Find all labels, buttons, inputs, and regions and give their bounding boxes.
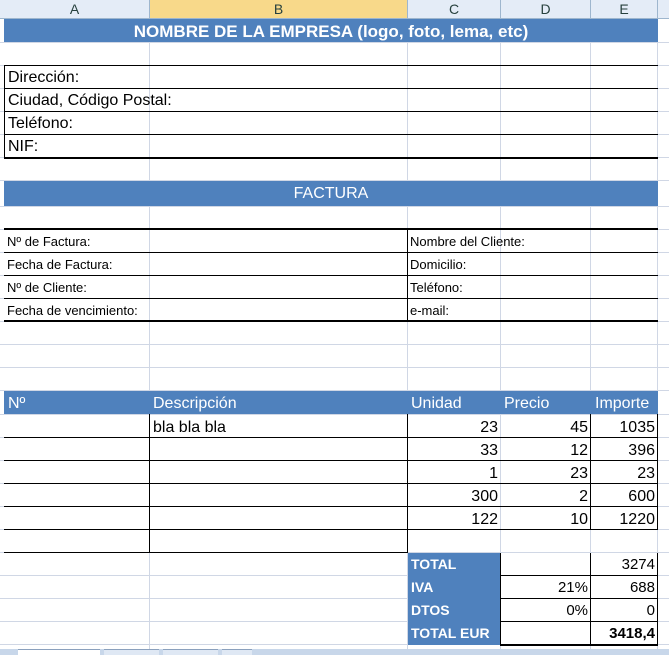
client-number-label[interactable]: Nº de Cliente: xyxy=(7,280,87,295)
info-line-sep xyxy=(4,275,658,276)
items-row-border xyxy=(4,552,408,553)
column-header-e[interactable]: E xyxy=(591,0,658,19)
items-header-band xyxy=(4,391,658,414)
row-importe[interactable]: 23 xyxy=(637,465,655,482)
iva-pct[interactable]: 21% xyxy=(557,579,588,596)
total-eur-value[interactable]: 3418,4 xyxy=(609,625,655,642)
iva-label[interactable]: IVA xyxy=(411,579,434,595)
client-phone-label[interactable]: Teléfono: xyxy=(410,280,463,295)
info-line-sep xyxy=(4,252,658,253)
column-header-d[interactable]: D xyxy=(501,0,591,19)
totals-row-border xyxy=(500,644,658,646)
items-col-border xyxy=(590,414,591,529)
items-row-border xyxy=(4,529,658,530)
company-title[interactable]: NOMBRE DE LA EMPRESA (logo, foto, lema, etc) xyxy=(133,22,529,41)
header-importe[interactable]: Importe xyxy=(595,395,650,412)
items-row-border xyxy=(4,506,658,507)
due-date-label[interactable]: Fecha de vencimiento: xyxy=(7,303,138,318)
header-num[interactable]: Nº xyxy=(8,395,26,412)
sheet-tab-active[interactable] xyxy=(18,649,100,655)
header-precio[interactable]: Precio xyxy=(504,395,550,412)
totals-border xyxy=(657,553,658,645)
address-border-top xyxy=(4,65,658,66)
client-address-label[interactable]: Domicilio: xyxy=(410,257,467,272)
invoice-number-label[interactable]: Nº de Factura: xyxy=(7,234,91,249)
totals-border xyxy=(500,553,501,645)
row-unidad[interactable]: 33 xyxy=(480,442,498,459)
dtos-pct[interactable]: 0% xyxy=(566,602,588,619)
row-unidad[interactable]: 1 xyxy=(489,465,498,482)
items-row-border xyxy=(4,437,658,438)
row-precio[interactable]: 12 xyxy=(570,442,588,459)
client-email-label[interactable]: e-mail: xyxy=(410,303,450,318)
row-unidad[interactable]: 122 xyxy=(471,511,498,528)
row-precio[interactable]: 23 xyxy=(570,465,588,482)
column-header-b[interactable]: B xyxy=(150,0,408,19)
total-eur-label[interactable]: TOTAL EUR xyxy=(411,625,490,641)
address-label[interactable]: Dirección: xyxy=(8,69,80,86)
row-precio[interactable]: 45 xyxy=(570,419,588,436)
row-importe[interactable]: 1220 xyxy=(619,511,655,528)
items-col-border xyxy=(657,414,658,529)
row-precio[interactable]: 2 xyxy=(579,488,588,505)
sheet-tab[interactable] xyxy=(163,649,218,655)
dtos-value[interactable]: 0 xyxy=(646,602,655,619)
dtos-label[interactable]: DTOS xyxy=(411,602,450,618)
totals-row-border xyxy=(500,621,658,622)
client-name-label[interactable]: Nombre del Cliente: xyxy=(410,234,525,249)
row-unidad[interactable]: 23 xyxy=(480,419,498,436)
row-description[interactable]: bla bla bla xyxy=(153,419,226,436)
info-divider xyxy=(407,229,408,322)
row-precio[interactable]: 10 xyxy=(570,511,588,528)
total-label[interactable]: TOTAL xyxy=(411,556,457,572)
sheet-tab-bar xyxy=(0,649,669,655)
totals-row-border xyxy=(500,598,658,599)
info-border-top xyxy=(4,228,658,230)
totals-row-border xyxy=(500,575,658,576)
address-line-sep xyxy=(4,88,658,89)
row-unidad[interactable]: 300 xyxy=(471,488,498,505)
row-importe[interactable]: 396 xyxy=(628,442,655,459)
phone-label[interactable]: Teléfono: xyxy=(8,115,73,132)
column-header-a[interactable]: A xyxy=(0,0,150,19)
address-border-bottom xyxy=(4,157,658,159)
address-line-sep xyxy=(4,134,658,135)
column-header-c[interactable]: C xyxy=(408,0,501,19)
address-line-sep xyxy=(4,111,658,112)
header-description[interactable]: Descripción xyxy=(153,395,237,412)
info-line-sep xyxy=(4,298,658,299)
city-label[interactable]: Ciudad, Código Postal: xyxy=(8,92,172,109)
header-unidad[interactable]: Unidad xyxy=(411,395,462,412)
invoice-date-label[interactable]: Fecha de Factura: xyxy=(7,257,113,272)
sheet-tab[interactable] xyxy=(222,649,252,655)
invoice-title[interactable]: FACTURA xyxy=(293,185,369,202)
totals-border xyxy=(590,553,591,645)
sheet-tab[interactable] xyxy=(104,649,159,655)
row-importe[interactable]: 600 xyxy=(628,488,655,505)
items-row-border xyxy=(4,460,658,461)
row-importe[interactable]: 1035 xyxy=(619,419,655,436)
nif-label[interactable]: NIF: xyxy=(8,138,39,155)
info-border-bottom xyxy=(4,320,658,322)
iva-value[interactable]: 688 xyxy=(629,579,655,596)
items-row-border xyxy=(4,483,658,484)
total-value[interactable]: 3274 xyxy=(621,556,655,573)
column-header-f xyxy=(658,0,669,19)
